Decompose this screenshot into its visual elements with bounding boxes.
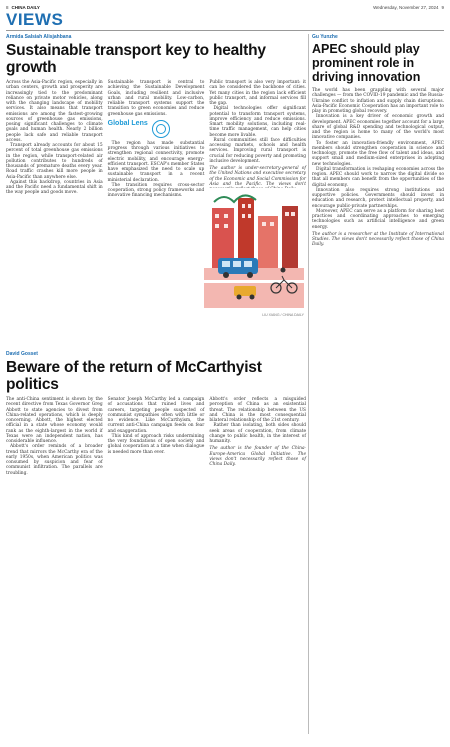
global-lens-logo xyxy=(108,120,205,138)
author-note: The author is a researcher at the Institute of International Studies. The views don't necessarily reflect those of China Daily. xyxy=(312,231,444,248)
article-headline: Sustainable transport key to healthy growth xyxy=(6,42,266,76)
header-rule xyxy=(6,30,444,31)
text-column-2 xyxy=(108,80,205,199)
brand-name: CHINA DAILY xyxy=(11,4,40,10)
paragraph: Digital technologies offer significant potential to transform transport systems, improve efficiency and reduce emissions. Smart mobility solutions, including real-time traffic management, can help cities become more livable. xyxy=(209,106,307,138)
article-headline: Beware of the return of McCarthyist politics xyxy=(6,359,262,393)
paragraph: Transport already accounts for about 15 percent of total greenhouse gas emissions in the region, while transport-related air pollution contributes to hundreds of thousands of premature deaths every year. Road traffic crashes kill more people in Asia-Pacific than anywhere else. xyxy=(6,143,103,180)
article-byline: Armida Salsiah Alisjahbana xyxy=(6,34,72,40)
paragraph: Sustainable transport is central to achieving the Sustainable Development Goals, including resilient and inclusive urban and rural mobility. Low-carbon, reliable transport systems support the transition to green economies and reduce greenhouse gas emissions. xyxy=(107,80,205,117)
author-note: The author is the founder of the China-Europe-America Global Initiative. The views don't necessarily reflect those of China Daily. xyxy=(209,446,307,467)
paragraph: Abbott's order reminds of a broader trend that mirrors the McCarthy era of the early 1950s, when American politics was consumed by suspicion and fear of communist infiltration. The parallels are troubling. xyxy=(6,444,103,476)
article-sustainable-transport xyxy=(6,34,306,199)
paragraph: Across the Asia-Pacific region, especially in urban centers, growth and prosperity are increasingly tied to the predominant reliance on private motor vehicles, along with the changing landscape of mobility services. It also means that transport emissions are among the fastest-growing sources of greenhouse gas emissions, posing significant challenges to climate goals and human health. Nearly 2 billion people lack safe and reliable transport access. xyxy=(6,80,103,143)
paragraph: Rural communities still face difficulties accessing markets, schools and health services. Improving rural transport is crucial for reducing poverty and promoting inclusive development. xyxy=(209,137,307,164)
global-lens-label: Global Lens xyxy=(107,119,148,127)
paragraph: Moreover, APEC can serve as a platform for sharing best practices and coordinating approaches to emerging technologies such as artificial intelligence and green energy. xyxy=(312,208,444,230)
section-header xyxy=(6,11,306,29)
city-transport-illustration xyxy=(204,188,304,308)
page-number: 8 xyxy=(6,4,9,10)
issue-date: Wednesday, November 27, 2024 xyxy=(373,4,439,10)
globe-icon xyxy=(152,120,170,138)
paragraph: Against this backdrop, countries in Asia and the Pacific need a fundamental shift in the way people and goods move. xyxy=(6,179,103,196)
paragraph: Abbott's order reflects a misguided perception of China as an existential threat. The relationship between the US and China is the most consequential bilateral relationship of the 21st century. xyxy=(209,397,307,423)
text-column-1 xyxy=(6,397,103,476)
paragraph: The world has been grappling with several major challenges — from the COVID-19 pandemic and the Russia-Ukraine conflict to inflation and supply chain disruptions. Asia-Pacific Economic Cooperation has an important role to play in promoting global recovery. xyxy=(312,88,444,114)
paragraph: The transition requires cross-sector cooperation, strong policy frameworks and innovative financing mechanisms. xyxy=(107,182,205,199)
section-title: VIEWS xyxy=(6,10,64,29)
page-number-right: 9 xyxy=(441,4,444,10)
text-column-3 xyxy=(209,80,306,199)
author-note: The author is under-secretary-general of the United Nations and executive secretary of the Economic and Social Commission for Asia and the Pacific. The views don't xyxy=(209,166,307,187)
column-divider xyxy=(308,34,309,734)
paragraph: Rather than isolating, both sides should seek areas of cooperation, from climate change to public health, in the interest of humanity. xyxy=(209,423,307,444)
paragraph: Senator Joseph McCarthy led a campaign of accusations that ruined lives and careers, targeting people suspected of communist sympathies often with little or no evidence. Like McCarthyism, the current anti-China campaign feeds on fear and exaggeration. xyxy=(107,397,205,434)
article-mccarthyist-politics xyxy=(6,351,306,476)
paragraph: Innovation also requires strong institutions and supportive policies. Governments should invest in education and research, protect intellectual property, and encourage public-private partnerships. xyxy=(312,187,444,209)
illustration-caption: LIU XIANG / CHINA DAILY xyxy=(262,313,304,317)
paragraph: This kind of approach risks undermining the very foundations of open society and global cooperation at a time when dialogue is needed more than ever. xyxy=(107,433,205,455)
paragraph: Digital transformation is reshaping economies across the region. APEC should work to narrow the digital divide so that all members can benefit from the opportunities of the digital economy. xyxy=(312,166,444,188)
illustration xyxy=(204,188,304,317)
paragraph: Innovation is a key driver of economic growth and development. APEC economies together account for a large share of global R&D spending and technological output, and the region is home to many of the world's most innovative companies. xyxy=(312,114,444,141)
article-apec-innovation xyxy=(312,34,444,248)
text-column-3 xyxy=(209,397,306,476)
paragraph: The region has made substantial progress through various initiatives to strengthen regional connectivity, promote electric mobility, and encourage energy-efficient transport. ESCAP's member States have emphasized the need to scale up sustainable transport in a recent ministerial declaration. xyxy=(107,140,205,183)
paragraph: Public transport is also very important: it can be considered the backbone of cities. Yet many cities in the region lack efficient public transport, and informal services fill the gap. xyxy=(209,80,307,106)
text-column-2 xyxy=(108,397,205,476)
article-byline: David Gosset xyxy=(6,351,38,357)
paragraph: The anti-China sentiment is shown by the recent directive from Texas Governor Greg Abbott to state agencies to divest from China-related operations, which is deeply concerning. Abbott, the highest elected official in a state whose economy would rank as the eighth-largest in the world if Texas were an independent nation, has considerable influence. xyxy=(6,397,103,444)
text-column-1 xyxy=(6,80,103,199)
paragraph: To foster an innovation-friendly environment, APEC members should strengthen cooperation in science and technology, promote the free flow of talent and ideas, and support small and medium-sized enterprises in adopting new technologies. xyxy=(312,140,444,167)
article-headline: APEC should play prominent role in driving innovation xyxy=(312,42,421,84)
article-byline: Gu Yunzhe xyxy=(312,34,338,40)
